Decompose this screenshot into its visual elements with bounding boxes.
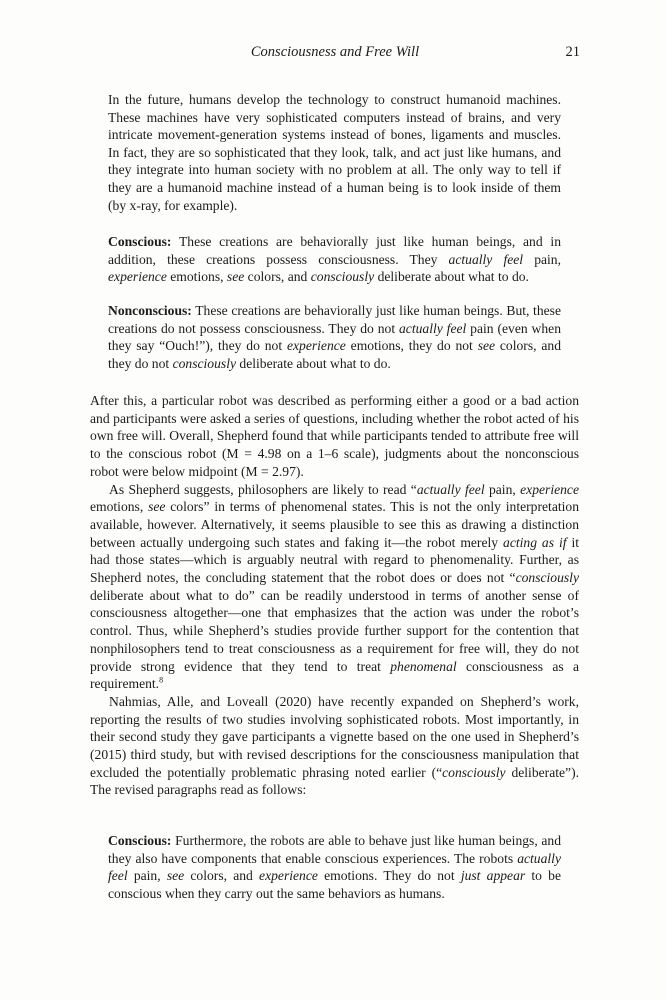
body-text: [90, 392, 579, 799]
conscious-condition-text: Conscious: These creations are behaviorally just like human beings, and in addition, these creations possess consciousness. They actually feel pain, experience emotions, see colors, and consciously deliberate about what to do.: [108, 234, 561, 285]
nonconscious-condition-text: Nonconscious: These creations are behaviorally just like human beings. But, these creations do not possess consciousness. They do not actually feel pain (even when they say “Ouch!”), they do not experience emotions, they do not see colors, and they do not consciously deliberate about what to do.: [108, 303, 561, 371]
body-paragraph-1: After this, a particular robot was described as performing either a good or a bad action and participants were asked a series of questions, including whether the robot acted of his own free will. Overall, Shepherd found that while participants tended to attribute free will to the conscious robot (M = 4.98 on a 1–6 scale), judgments about the nonconscious robot were below midpoint (M = 2.97).: [90, 393, 579, 479]
footnote-marker: 8: [159, 675, 164, 685]
vignette-intro-text: In the future, humans develop the technology to construct humanoid machines. These machines have very sophisticated computers instead of brains, and very intricate movement-generation systems instead of bones, ligaments and muscles. In fact, they are so sophisticated that they look, talk, and act just like humans, and they integrate into human society with no problem at all. The only way to tell if they are a humanoid machine instead of a human being is to look inside of them (by x-ray, for example).: [108, 92, 561, 213]
conscious-label: Conscious:: [108, 234, 172, 249]
nonconscious-condition-quote: [108, 302, 561, 372]
conscious-condition-quote: [108, 233, 561, 286]
conscious-label-2: Conscious:: [108, 833, 172, 848]
page-number: 21: [565, 44, 580, 60]
body-paragraph-2: As Shepherd suggests, philosophers are likely to read “actually feel pain, experience emotions, see colors” in terms of phenomenal states. This is not the only interpretation available, however. Alternatively, it seems plausible to see this as drawing a distinction between actually undergoing such states and faking it—the robot merely acting as if it had those states—which is arguably neutral with regard to phenomenality. Further, as Shepherd notes, the concluding statement that the robot does or does not “consciously deliberate about what to do” can be readily understood in terms of another sense of consciousness altogether—one that emphasizes that the action was under the robot’s control. Thus, while Shepherd’s studies provide further support for the contention that nonphilosophers tend to treat consciousness as a requirement for free will, they do not provide strong evidence that they tend to treat phenomenal consciousness as a requirement.$^8$: [90, 481, 580, 692]
running-title: Consciousness and Free Will: [250, 44, 420, 60]
revised-conscious-text: Conscious: Furthermore, the robots are able to behave just like human beings, and they also have components that enable conscious experiences. The robots actually feel pain, see colors, and experience emotions. They do not just appear to be conscious when they carry out the same behaviors as humans.: [108, 833, 561, 901]
revised-conscious-quote: [108, 832, 561, 902]
running-head: [90, 44, 580, 66]
vignette-intro-quote: [108, 91, 561, 214]
nonconscious-label: Nonconscious:: [108, 303, 192, 318]
body-paragraph-3: Nahmias, Alle, and Loveall (2020) have recently expanded on Shepherd’s work, reporting the results of two studies involving sophisticated robots. Most importantly, in their second study they gave participants a vignette based on the one used in Shepherd’s (2015) third study, but with revised descriptions for the consciousness manipulation that excluded the potentially problematic phrasing noted earlier (“consciously deliberate”). The revised paragraphs read as follows:: [90, 693, 579, 798]
